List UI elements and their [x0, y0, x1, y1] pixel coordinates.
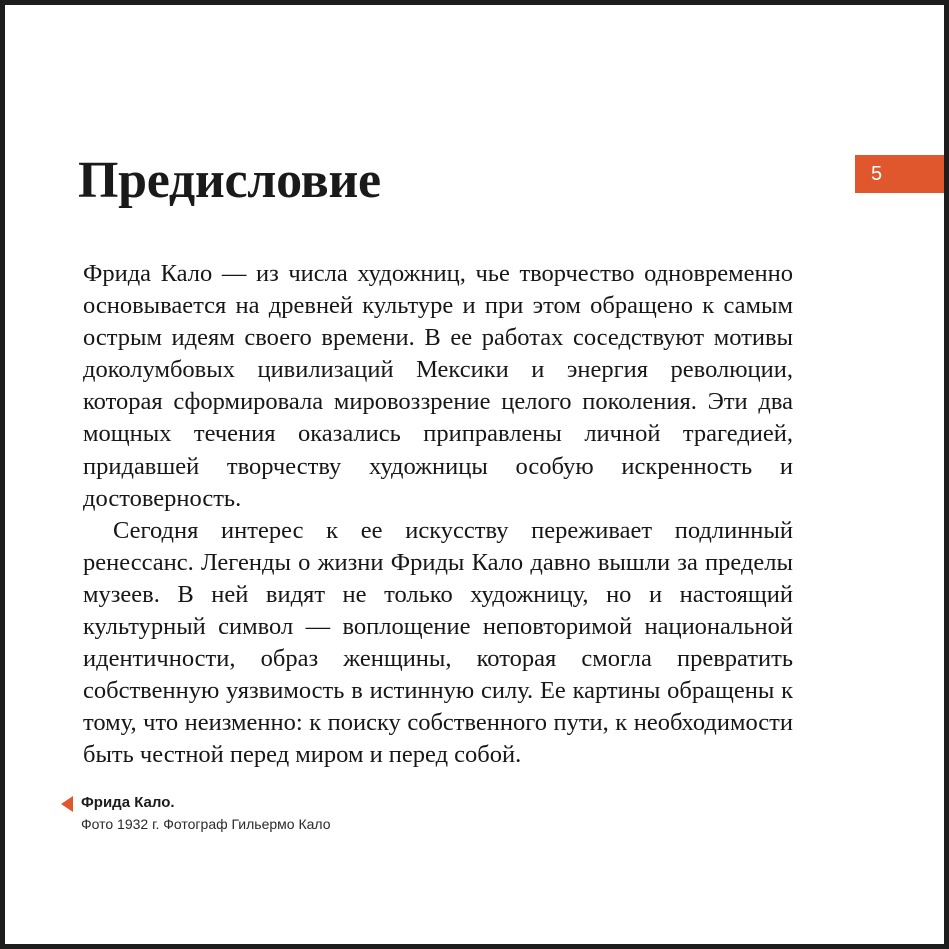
caption-title-row [61, 794, 561, 812]
paragraph-2: Сегодня интерес к ее искусству переживает подлинный ренессанс. Легенды о жизни Фриды Кало давно вышли за пределы музеев. В ней видят не только художницу, но и настоящий культурный символ — воплощение неповторимой национальной идентичности, образ женщины, которая смогла превратить собственную уязвимость в истинную силу. Ее картины обращены к тому, что неизменно: к поиску собственного пути, к необходимости быть честной перед миром и перед собой. [83, 516, 793, 769]
body-copy [83, 258, 793, 772]
caption-subtitle: Фото 1932 г. Фотограф Гильермо Кало [81, 816, 331, 832]
page-number-value: 5 [871, 163, 883, 185]
paragraph-1: Фрида Кало — из числа художниц, чье творчество одновременно основывается на древней культуре и при этом обращено к самым острым идеям своего времени. В ее работах соседствуют мотивы доколумбовых цивилизаций Мексики и энергия революции, которая сформировала мировоззрение целого поколения. Эти два мощных течения оказались приправлены личной трагедией, придавшей творчеству художницы особую искренность и достоверность. [83, 260, 793, 512]
page-title: Предисловие [78, 152, 381, 209]
triangle-left-icon [61, 796, 73, 812]
caption-title: Фрида Кало. [81, 794, 175, 811]
page-number-badge [855, 155, 944, 193]
figure-caption [61, 794, 561, 833]
